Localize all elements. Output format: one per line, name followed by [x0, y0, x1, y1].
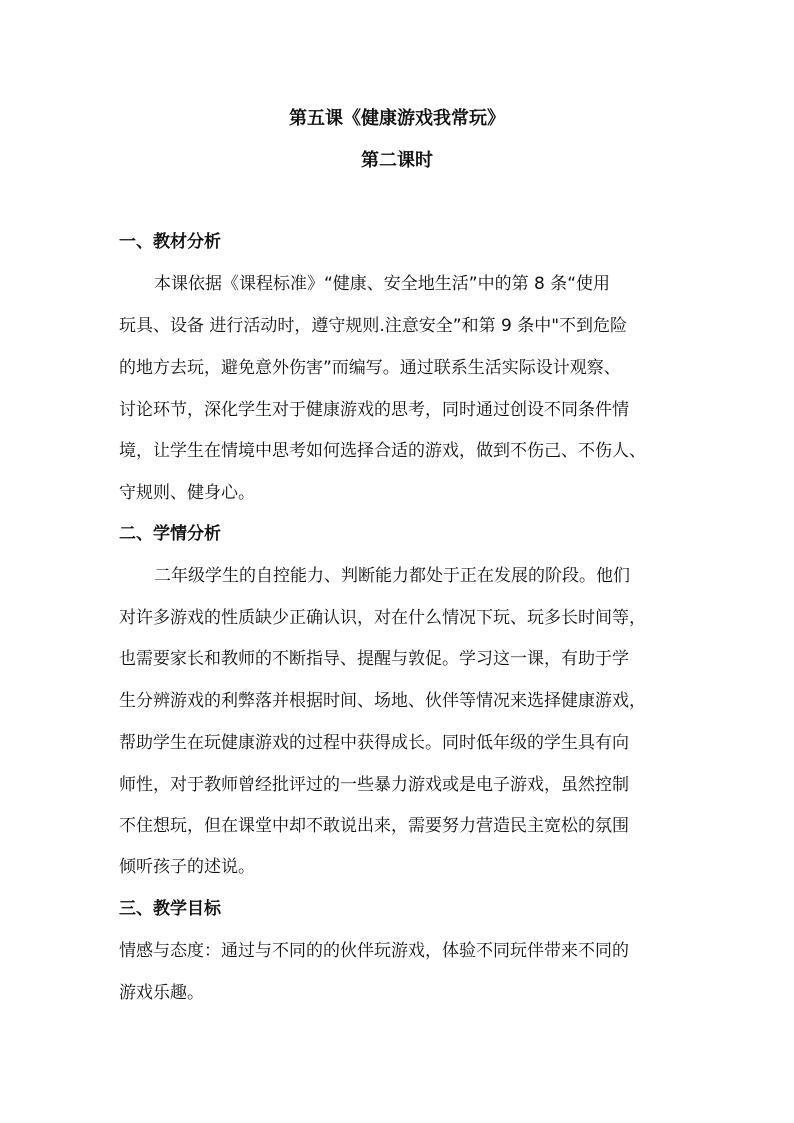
paragraph-line: 对许多游戏的性质缺少正确认识，对在什么情况下玩、玩多长时间等， [119, 608, 646, 628]
paragraph-line: 二年级学生的自控能力、判断能力都处于正在发展的阶段。他们 [154, 566, 630, 586]
paragraph-line: 本课依据《课程标准》“健康、安全地生活”中的第 8 条“使用 [154, 274, 611, 294]
paragraph-line: 师性，对于教师曾经批评过的一些暴力游戏或是电子游戏，虽然控制 [119, 775, 629, 795]
paragraph-line: 守规则、健身心。 [119, 483, 255, 503]
paragraph-line: 情感与态度：通过与不同的的伙伴玩游戏，体验不同玩伴带来不同的 [119, 941, 629, 961]
paragraph-line: 也需要家长和教师的不断指导、提醒与敦促。学习这一课，有助于学 [119, 649, 629, 669]
paragraph-line: 境，让学生在情境中思考如何选择合适的游戏，做到不伤己、不伤人、 [119, 441, 646, 461]
paragraph-line: 倾听孩子的述说。 [119, 857, 255, 877]
paragraph-line: 游戏乐趣。 [119, 983, 204, 1003]
paragraph-line: 生分辨游戏的利弊落并根据时间、场地、伙伴等情况来选择健康游戏， [119, 691, 646, 711]
section-heading-student-analysis: 二、学情分析 [119, 524, 221, 544]
document-subtitle: 第二课时 [361, 150, 433, 171]
paragraph-line: 帮助学生在玩健康游戏的过程中获得成长。同时低年级的学生具有向 [119, 733, 629, 753]
paragraph-line: 讨论环节，深化学生对于健康游戏的思考，同时通过创设不同条件情 [119, 400, 629, 420]
paragraph-line: 不住想玩，但在课堂中却不敢说出来，需要努力营造民主宽松的氛围 [119, 816, 629, 836]
paragraph-line: 的地方去玩，避免意外伤害”而编写。通过联系生活实际设计观察、 [119, 358, 621, 378]
document-title: 第五课《健康游戏我常玩》 [289, 108, 505, 129]
paragraph-line: 玩具、设备 进行活动时，遵守规则.注意安全”和第 9 条中"不到危险 [119, 316, 628, 336]
section-heading-textbook-analysis: 一、教材分析 [119, 232, 221, 252]
section-heading-teaching-goals: 三、教学目标 [119, 899, 221, 919]
